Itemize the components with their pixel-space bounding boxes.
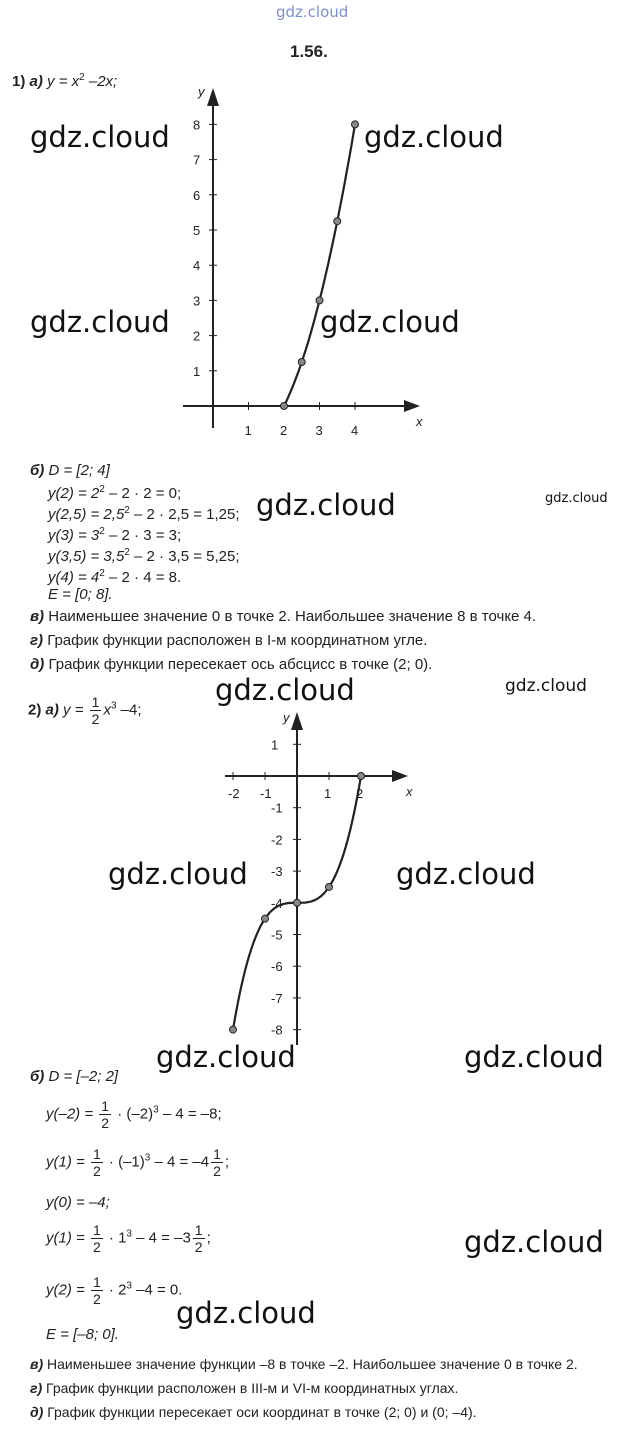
part1-b-label: б) bbox=[30, 462, 45, 479]
part2-calc-3: y(0) = –4; bbox=[46, 1194, 110, 1211]
data-point bbox=[352, 121, 359, 128]
part2-a-label: а) bbox=[45, 701, 59, 719]
y-tick-label: 3 bbox=[193, 293, 201, 309]
calc5-exp: 3 bbox=[126, 1280, 132, 1292]
x-tick-label: 4 bbox=[351, 423, 359, 438]
data-point bbox=[294, 899, 301, 906]
x-tick-label: -1 bbox=[260, 786, 272, 801]
calc4-fnum: 1 bbox=[194, 1222, 203, 1238]
y-tick-label: -7 bbox=[271, 990, 283, 1006]
calc-exp: 2 bbox=[99, 526, 105, 537]
calc-pre: y(4) = 4 bbox=[48, 569, 100, 586]
calc-pre: y(2,5) = 2,5 bbox=[48, 506, 125, 523]
part2-v-line bbox=[30, 1356, 578, 1372]
x-axis-label: x bbox=[406, 784, 413, 799]
y-tick-label: -8 bbox=[271, 1022, 283, 1038]
part2-g-text: График функции расположен в III-м и VI-м координатных углах. bbox=[46, 1380, 459, 1396]
x-axis-arrow bbox=[392, 770, 408, 782]
calc2-exp: 3 bbox=[144, 1152, 151, 1164]
y-tick-label: 1 bbox=[271, 737, 279, 753]
calc-pre: y(3) = 3 bbox=[48, 527, 100, 544]
watermark-11: gdz.cloud bbox=[464, 1225, 604, 1259]
calc5-pre: y(2) = bbox=[46, 1281, 85, 1299]
part2-v-label: в) bbox=[30, 1356, 44, 1372]
y-tick-label: -4 bbox=[271, 895, 283, 911]
y-tick-label: 1 bbox=[193, 363, 201, 379]
part1-d-line bbox=[30, 656, 432, 673]
x-tick-label: -2 bbox=[228, 786, 240, 801]
data-point bbox=[358, 773, 365, 780]
calc2-mixed-frac bbox=[211, 1146, 223, 1179]
calc4-pre: y(1) = bbox=[46, 1229, 85, 1247]
part1-domain: D = [2; 4] bbox=[48, 462, 110, 479]
y-axis-arrow bbox=[207, 88, 219, 106]
part2-v-text: Наименьшее значение функции –8 в точке –2. Наибольшее значение 0 в точке 2. bbox=[47, 1356, 578, 1372]
y-tick-label: 8 bbox=[193, 117, 201, 133]
calc4-mixed-frac bbox=[193, 1222, 205, 1255]
calc1-frac bbox=[99, 1098, 111, 1131]
watermark-3: gdz.cloud bbox=[30, 305, 170, 339]
top-watermark: gdz.cloud bbox=[276, 3, 349, 21]
frac-num: 1 bbox=[91, 694, 100, 710]
calc-post: – 2 · 3,5 = 5,25; bbox=[129, 548, 240, 565]
x-axis-arrow bbox=[404, 400, 420, 412]
problem-number: 1.56. bbox=[290, 42, 328, 61]
data-point bbox=[230, 1026, 237, 1033]
calc4-post: – 4 = –3 bbox=[131, 1229, 191, 1247]
calc2-fden: 2 bbox=[213, 1163, 221, 1179]
part2-b-label: б) bbox=[30, 1068, 45, 1085]
data-point bbox=[334, 218, 341, 225]
calc1-exp: 3 bbox=[153, 1104, 159, 1116]
part1-g-label: г) bbox=[30, 632, 44, 649]
calc1-pre: y(–2) = bbox=[46, 1105, 94, 1123]
watermark-10: gdz.cloud bbox=[464, 1040, 604, 1074]
x-axis-label: x bbox=[416, 414, 423, 429]
part2-calc-4 bbox=[46, 1222, 211, 1255]
watermark-6: gdz.cloud bbox=[215, 673, 355, 707]
calc1-post: – 4 = –8; bbox=[158, 1105, 222, 1123]
part2-formula-post: –4; bbox=[116, 701, 142, 719]
part1-b-domain bbox=[30, 462, 110, 479]
calc2-post: – 4 = –4 bbox=[150, 1153, 210, 1171]
part2-domain: D = [–2; 2] bbox=[48, 1068, 119, 1085]
calc-post: – 2 · 2,5 = 1,25; bbox=[129, 506, 240, 523]
part2-calc-2 bbox=[46, 1146, 229, 1179]
part2-b-domain bbox=[30, 1068, 118, 1085]
calc4-exp: 3 bbox=[126, 1228, 132, 1240]
calc-pre: y(3,5) = 3,5 bbox=[48, 548, 125, 565]
y-tick-label: -3 bbox=[271, 864, 283, 880]
part1-calc-1 bbox=[48, 484, 181, 502]
calc-post: – 2 · 4 = 8. bbox=[104, 569, 182, 586]
calc1-num: 1 bbox=[101, 1098, 110, 1114]
x-tick-label: 2 bbox=[356, 786, 364, 801]
calc5-num: 1 bbox=[92, 1274, 101, 1290]
calc1-base: · (–2) bbox=[117, 1105, 154, 1123]
watermark-small-1: gdz.cloud bbox=[545, 491, 608, 506]
calc1-den: 2 bbox=[101, 1115, 110, 1131]
x-tick-label: 2 bbox=[280, 423, 288, 438]
part1-a-label: а) bbox=[29, 73, 43, 90]
part1-range: E = [0; 8]. bbox=[48, 586, 113, 603]
y-tick-label: 4 bbox=[193, 258, 201, 274]
calc5-base: · 2 bbox=[108, 1281, 127, 1299]
watermark-9: gdz.cloud bbox=[156, 1040, 296, 1074]
watermark-4: gdz.cloud bbox=[320, 305, 460, 339]
y-axis-label: y bbox=[283, 710, 290, 725]
watermark-8: gdz.cloud bbox=[396, 857, 536, 891]
y-tick-label: 2 bbox=[193, 328, 201, 344]
calc-exp: 2 bbox=[124, 547, 130, 558]
calc-exp: 2 bbox=[124, 505, 130, 516]
calc5-frac bbox=[91, 1274, 103, 1307]
data-point bbox=[316, 297, 323, 304]
watermark-12: gdz.cloud bbox=[176, 1296, 316, 1330]
calc4-frac bbox=[91, 1222, 103, 1255]
calc4-den: 2 bbox=[92, 1239, 101, 1255]
y-tick-label: -1 bbox=[271, 800, 283, 816]
calc2-den: 2 bbox=[92, 1163, 101, 1179]
y-tick-label: -5 bbox=[271, 927, 283, 943]
y-axis-arrow bbox=[291, 712, 303, 730]
frac-den: 2 bbox=[91, 711, 100, 727]
part2-range: E = [–8; 0]. bbox=[46, 1326, 119, 1343]
y-tick-label: -6 bbox=[271, 959, 283, 975]
calc5-post: –4 = 0. bbox=[131, 1281, 183, 1299]
calc4-num: 1 bbox=[92, 1222, 101, 1238]
chart2-plot bbox=[225, 710, 413, 1045]
part1-d-text: График функции пересекает ось абсцисс в точке (2; 0). bbox=[48, 656, 433, 673]
part2-d-label: д) bbox=[30, 1404, 44, 1420]
calc5-den: 2 bbox=[92, 1291, 101, 1307]
data-point bbox=[298, 359, 305, 366]
part2-formula-pre: y = bbox=[63, 701, 84, 719]
calc2-fnum: 1 bbox=[213, 1146, 221, 1162]
part2-calc-1 bbox=[46, 1098, 222, 1131]
y-tick-label: 5 bbox=[193, 223, 201, 238]
part1-calc-5 bbox=[48, 568, 181, 586]
part2-formula-exp: 3 bbox=[110, 700, 117, 712]
part2-d-line bbox=[30, 1404, 477, 1420]
part1-formula-pre: y = x bbox=[47, 73, 80, 90]
part2-d-text: График функции пересекает оси координат в точке (2; 0) и (0; –4). bbox=[47, 1404, 477, 1420]
x-tick-label: 3 bbox=[315, 423, 323, 438]
calc2-frac bbox=[91, 1146, 103, 1179]
calc2-pre: y(1) = bbox=[46, 1153, 85, 1171]
watermark-2: gdz.cloud bbox=[364, 120, 504, 154]
y-tick-label: 6 bbox=[193, 187, 201, 203]
part2-g-line bbox=[30, 1380, 458, 1396]
part2-formula-base: x bbox=[103, 701, 111, 719]
calc4-base: · 1 bbox=[108, 1229, 127, 1247]
watermark-5: gdz.cloud bbox=[256, 488, 396, 522]
part1-calc-3 bbox=[48, 526, 181, 544]
part1-g-line bbox=[30, 632, 427, 649]
calc2-end: ; bbox=[224, 1153, 230, 1171]
calc-pre: y(2) = 2 bbox=[48, 485, 100, 502]
part1-v-label: в) bbox=[30, 608, 45, 625]
part1-v-text: Наименьшее значение 0 в точке 2. Наибольшее значение 8 в точке 4. bbox=[48, 608, 537, 625]
part1-g-text: График функции расположен в I-м координатном угле. bbox=[47, 632, 428, 649]
data-point bbox=[326, 883, 333, 890]
watermark-1: gdz.cloud bbox=[30, 120, 170, 154]
watermark-7: gdz.cloud bbox=[108, 857, 248, 891]
x-tick-label: 1 bbox=[244, 423, 252, 438]
calc-exp: 2 bbox=[99, 568, 105, 579]
calc-post: – 2 · 3 = 3; bbox=[104, 527, 182, 544]
data-point bbox=[281, 403, 288, 410]
part1-calc-4 bbox=[48, 547, 240, 565]
y-tick-label: -2 bbox=[271, 832, 283, 848]
calc-exp: 2 bbox=[99, 484, 105, 495]
part1-formula-exp: 2 bbox=[79, 72, 85, 83]
data-point bbox=[262, 915, 269, 922]
part1-formula-post: –2x; bbox=[84, 73, 118, 90]
part1-label: 1) bbox=[12, 73, 26, 90]
x-tick-label: 1 bbox=[324, 786, 332, 801]
y-axis-label: y bbox=[198, 84, 205, 99]
part1-calc-2 bbox=[48, 505, 240, 523]
calc2-num: 1 bbox=[92, 1146, 101, 1162]
part1-v-line bbox=[30, 608, 536, 625]
calc4-fden: 2 bbox=[194, 1239, 203, 1255]
y-tick-label: 7 bbox=[193, 152, 201, 168]
part1-d-label: д) bbox=[30, 656, 45, 673]
part2-g-label: г) bbox=[30, 1380, 43, 1396]
watermark-small-2: gdz.cloud bbox=[505, 676, 587, 696]
part2-calc-5 bbox=[46, 1274, 182, 1307]
function-curve bbox=[284, 124, 355, 406]
part2-label: 2) bbox=[28, 701, 42, 719]
calc-post: – 2 · 2 = 0; bbox=[104, 485, 182, 502]
calc4-end: ; bbox=[206, 1229, 211, 1247]
calc2-base: · (–1) bbox=[108, 1153, 145, 1171]
